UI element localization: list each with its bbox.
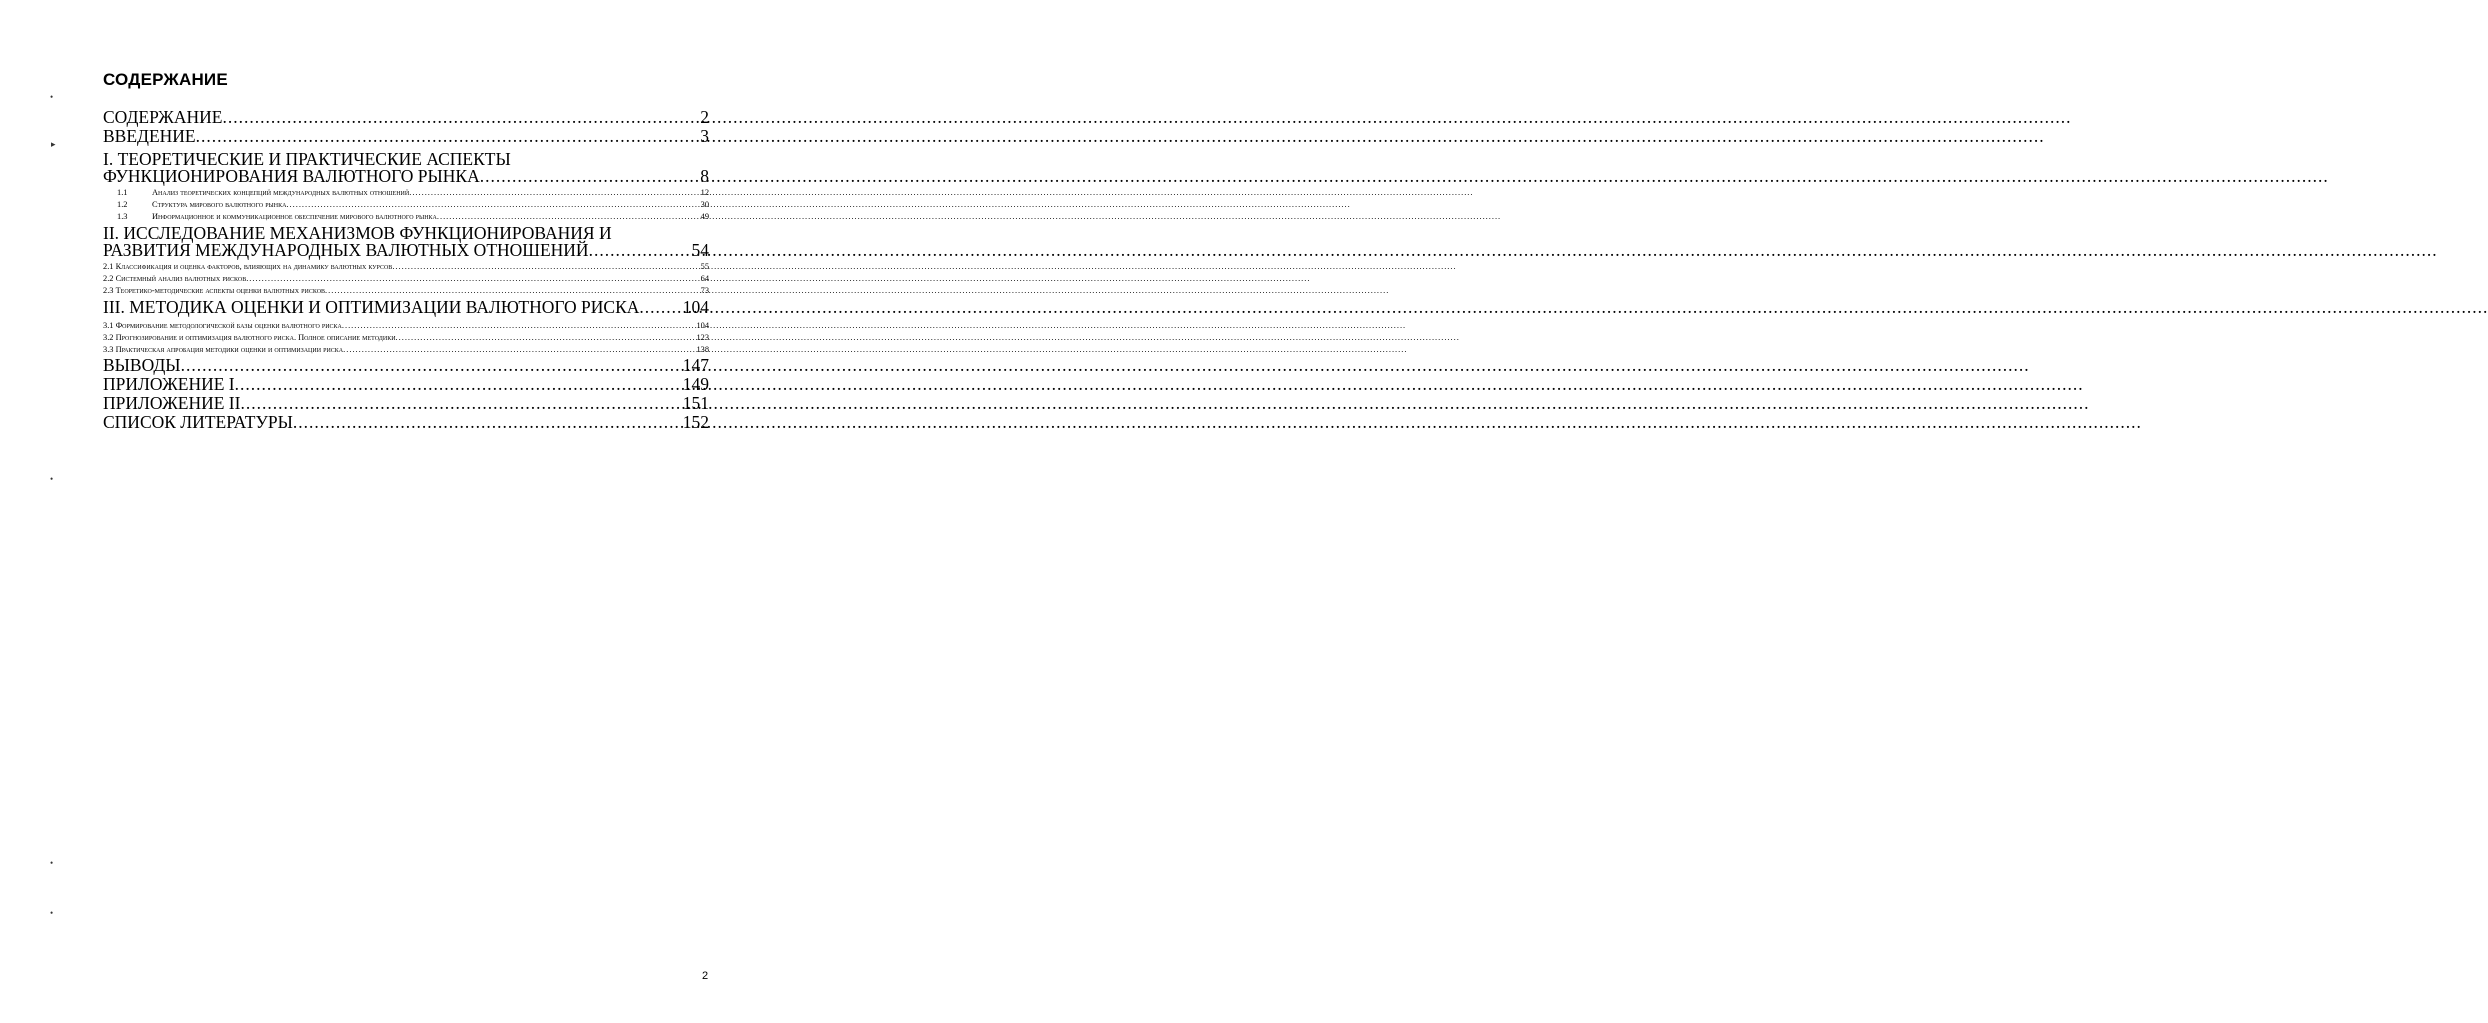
scan-dot-mark: • xyxy=(50,474,54,484)
toc-entry-page: 3 xyxy=(700,126,709,146)
toc-entry-page: 151 xyxy=(682,393,709,413)
toc-entry-page: 147 xyxy=(682,355,709,375)
toc-section-1-3[interactable] xyxy=(103,211,709,223)
toc-leader xyxy=(639,299,681,317)
toc-entry-title: СОДЕРЖАНИЕ xyxy=(103,107,223,127)
toc-section-title: Информационное и коммуникационное обеспечение мирового валютного рынка xyxy=(152,211,437,221)
toc-chapter-2[interactable] xyxy=(103,242,709,261)
toc-section-1-2[interactable] xyxy=(103,199,709,211)
toc-section-title: 2.3 Теоретико-методические аспекты оценки валютных рисков xyxy=(103,285,326,295)
scan-dot-mark: • xyxy=(50,92,54,102)
toc-entry-page: 8 xyxy=(700,166,709,186)
toc-entry-page: 149 xyxy=(682,374,709,394)
toc-leader xyxy=(196,128,700,146)
toc-leader xyxy=(246,275,699,283)
toc-section-1-1[interactable] xyxy=(103,187,709,199)
toc-section-number: 1.1 xyxy=(117,187,128,197)
toc-leader xyxy=(240,395,681,413)
toc-entry-page: 152 xyxy=(682,412,709,432)
toc-entry-intro[interactable] xyxy=(103,128,709,147)
toc-section-page: 30 xyxy=(700,199,709,209)
toc-leader xyxy=(293,414,682,432)
toc-leader xyxy=(343,346,695,354)
toc-leader xyxy=(286,201,699,209)
toc-section-number: 1.2 xyxy=(117,199,128,209)
scan-dot-mark: • xyxy=(50,858,54,868)
toc-section-2-3[interactable] xyxy=(103,285,709,297)
toc-section-2-2[interactable] xyxy=(103,273,709,285)
toc-chapter-3[interactable] xyxy=(103,299,709,320)
toc-leader xyxy=(342,322,696,330)
toc-leader xyxy=(480,168,700,186)
toc-section-3-2[interactable] xyxy=(103,332,709,344)
toc-entry-title: III. МЕТОДИКА ОЦЕНКИ И ОПТИМИЗАЦИИ ВАЛЮТНОГО РИСКА xyxy=(103,297,640,317)
toc-section-title: Структура мирового валютного рынка xyxy=(152,199,287,209)
toc-leader xyxy=(235,376,682,394)
toc-entry-references[interactable] xyxy=(103,414,709,433)
toc-section-2-1[interactable] xyxy=(103,261,709,273)
toc-leader xyxy=(437,213,700,221)
toc-leader xyxy=(589,242,691,260)
toc-section-3-1[interactable] xyxy=(103,320,709,332)
toc-section-page: 55 xyxy=(700,261,709,271)
toc-section-title: 3.3 Практическая апробация методики оценки и оптимизации риска xyxy=(103,344,344,354)
toc-entry-title: ПРИЛОЖЕНИЕ II xyxy=(103,393,241,413)
toc-entry-page: 2 xyxy=(700,107,709,127)
page-title: СОДЕРЖАНИЕ xyxy=(103,70,228,89)
toc-section-page: 104 xyxy=(696,320,709,330)
toc-section-title: 2.1 Классификация и оценка факторов, влияющих на динамику валютных курсов xyxy=(103,261,393,271)
toc-leader xyxy=(325,287,700,295)
scan-dot-mark: ▸ xyxy=(51,139,56,149)
toc-section-page: 138 xyxy=(696,344,709,354)
toc-section-title: 3.1 Формирование методологической базы оценки валютного риска xyxy=(103,320,342,330)
table-of-contents xyxy=(103,109,709,433)
toc-chapter-1[interactable] xyxy=(103,168,709,187)
page-number: 2 xyxy=(702,970,709,982)
scan-dot-mark: • xyxy=(50,908,54,918)
toc-entry-page: 54 xyxy=(691,240,709,260)
toc-entry-title: ФУНКЦИОНИРОВАНИЯ ВАЛЮТНОГО РЫНКА xyxy=(103,166,480,186)
toc-entry-title: ВЫВОДЫ xyxy=(103,355,181,375)
toc-section-title: Анализ теоретических концепций международных валютных отношений xyxy=(152,187,410,197)
toc-section-page: 49 xyxy=(700,211,709,221)
toc-entry-title: ВВЕДЕНИЕ xyxy=(103,126,196,146)
toc-entry-title: РАЗВИТИЯ МЕЖДУНАРОДНЫХ ВАЛЮТНЫХ ОТНОШЕНИЙ xyxy=(103,240,589,260)
toc-leader xyxy=(222,109,699,127)
toc-chapter-1-line1[interactable]: I. ТЕОРЕТИЧЕСКИЕ И ПРАКТИЧЕСКИЕ АСПЕКТЫ xyxy=(103,149,511,169)
toc-entry-title: ПРИЛОЖЕНИЕ I xyxy=(103,374,235,394)
toc-section-page: 64 xyxy=(700,273,709,283)
toc-section-page: 73 xyxy=(700,285,709,295)
toc-leader xyxy=(409,189,699,197)
toc-leader xyxy=(396,334,696,342)
toc-section-page: 123 xyxy=(696,332,709,342)
toc-entry-page: 104 xyxy=(682,297,709,317)
toc-leader xyxy=(392,263,699,271)
toc-section-number: 1.3 xyxy=(117,211,128,221)
toc-section-title: 3.2 Прогнозирование и оптимизация валютного риска. Полное описание методики xyxy=(103,332,396,342)
toc-chapter-2-line1[interactable]: II. ИССЛЕДОВАНИЕ МЕХАНИЗМОВ ФУНКЦИОНИРОВАНИЯ И xyxy=(103,223,612,243)
toc-section-title: 2.2 Системный анализ валютных рисков xyxy=(103,273,247,283)
toc-leader xyxy=(181,357,682,375)
toc-entry-title: СПИСОК ЛИТЕРАТУРЫ xyxy=(103,412,293,432)
toc-section-page: 12 xyxy=(700,187,709,197)
